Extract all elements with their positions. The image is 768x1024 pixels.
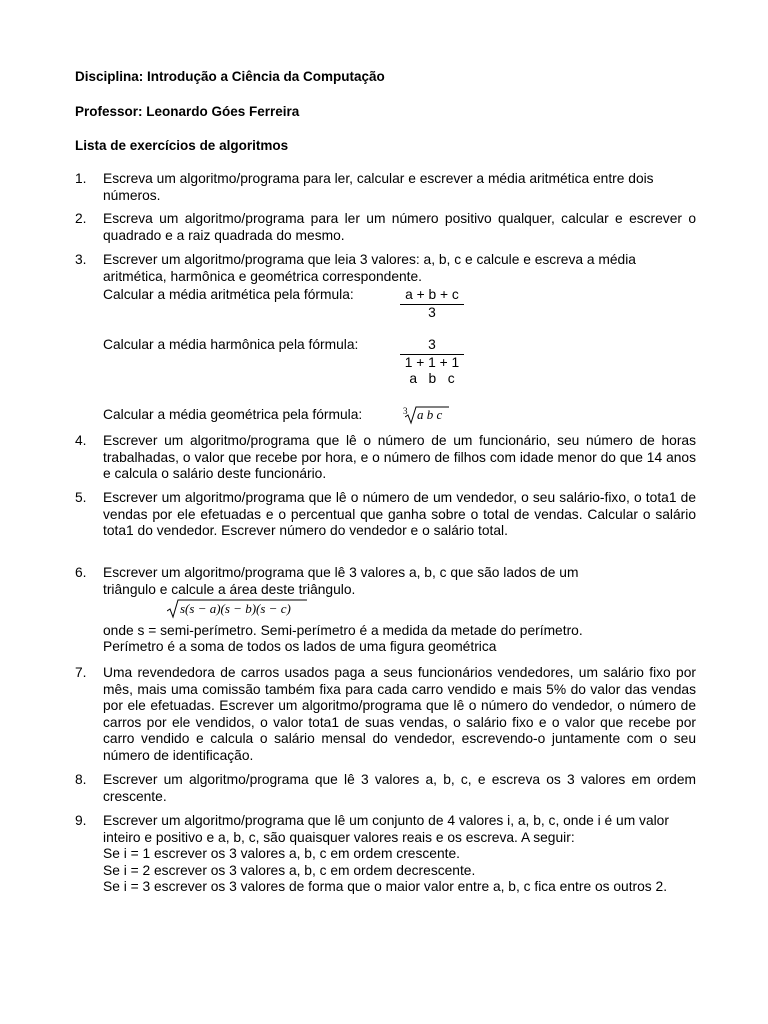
exercise-7 xyxy=(75,665,696,765)
exercise-5 xyxy=(75,490,696,540)
professor-heading: Professor: Leonardo Góes Ferreira xyxy=(75,104,300,119)
exercise-6 xyxy=(75,565,696,655)
exercise-text: Escrever um algoritmo/programa que lê o número de um funcionário, seu número de horas trabalhadas, o valor que recebe por hora, e o número de filhos com idade menor do que 14 anos e calcula o salário deste funcionário. xyxy=(103,433,696,482)
exercise-4 xyxy=(75,433,696,483)
discipline-heading: Disciplina: Introdução a Ciência da Computação xyxy=(75,69,385,84)
case-line: Se i = 2 escrever os 3 valores a, b, c em ordem decrescente. xyxy=(103,862,476,878)
heron-radicand: s(s − a)(s − b)(s − c) xyxy=(180,601,291,616)
exercise-text: Escrever um algoritmo/programa que lê o número de um vendedor, o seu salário-fixo, o tota1 de vendas por ele efetuadas e o percentual que ganha sobre o total de vendas. Calcular o salário tota1 do vendedor. Escrever número do vendedor e o salário total. xyxy=(103,490,696,539)
harmonic-mean-label: Calcular a média harmônica pela fórmula: xyxy=(103,337,359,352)
harmonic-denominator-bottom: a b c xyxy=(409,371,455,387)
arithmetic-mean-label: Calcular a média aritmética pela fórmula: xyxy=(103,287,354,302)
arithmetic-numerator: a + b + c xyxy=(400,287,464,305)
harmonic-mean-formula xyxy=(400,337,464,388)
exercise-number: 6. xyxy=(75,565,87,580)
root-index: 3 xyxy=(403,406,408,416)
exercise-text xyxy=(103,565,696,598)
exercise-1 xyxy=(75,171,696,204)
geometric-mean-label: Calcular a média geométrica pela fórmula: xyxy=(103,407,363,422)
exercise-2 xyxy=(75,211,696,244)
exercise-text: Escrever um algoritmo/programa que lê um conjunto de 4 valores i, a, b, c, onde i é um valor inteiro e positivo e a, b, c, são quaisquer valores reais e os escreva. A seguir: xyxy=(103,813,669,845)
exercise-text: Escreva um algoritmo/programa para ler um número positivo qualquer, calcular e escrever o quadrado e a raiz quadrada do mesmo. xyxy=(103,211,696,243)
harmonic-denominator-top: 1 + 1 + 1 xyxy=(404,354,460,370)
case-line: Se i = 3 escrever os 3 valores de forma que o maior valor entre a, b, c fica entre os outros 2. xyxy=(103,879,668,895)
arithmetic-denominator: 3 xyxy=(428,304,436,320)
exercise-number: 1. xyxy=(75,171,87,186)
harmonic-numerator: 3 xyxy=(400,337,464,355)
exercise-text-line: triângulo e calcule a área deste triângulo. xyxy=(103,581,356,597)
exercise-number: 3. xyxy=(75,252,87,267)
exercise-number: 5. xyxy=(75,490,87,505)
exercise-number: 7. xyxy=(75,665,87,680)
list-title: Lista de exercícios de algoritmos xyxy=(75,138,289,153)
exercise-8 xyxy=(75,772,696,805)
exercise-number: 9. xyxy=(75,813,87,828)
exercise-3 xyxy=(75,252,696,432)
perimeter-note: Perímetro é a soma de todos os lados de uma figura geométrica xyxy=(103,639,497,654)
exercise-number: 4. xyxy=(75,433,87,448)
semi-perimeter-note: onde s = semi-perímetro. Semi-perímetro é a medida da metade do perímetro. xyxy=(103,623,583,638)
arithmetic-mean-formula xyxy=(400,287,464,321)
case-line: Se i = 1 escrever os 3 valores a, b, c em ordem crescente. xyxy=(103,846,460,862)
exercise-number: 8. xyxy=(75,772,87,787)
exercise-number: 2. xyxy=(75,211,87,226)
exercise-text: Escrever um algoritmo/programa que leia 3 valores: a, b, c e calcule e escreva a média aritmética, harmônica e geométrica correspondente. xyxy=(103,252,636,284)
exercise-cases xyxy=(103,846,696,896)
exercise-text: Escrever um algoritmo/programa que lê 3 valores a, b, c, e escreva os 3 valores em ordem crescente. xyxy=(103,772,696,804)
root-radicand: a b c xyxy=(417,407,443,422)
exercise-text: Uma revendedora de carros usados paga a seus funcionários vendedores, um salário fixo por mês, mais uma comissão também fixa para cada carro vendido e mais 5% do valor das vendas por ele efetuadas. Escrever um algoritmo/programa que lê o número do vendedor, o número de carros por ele vendidos, o valor tota1 de suas vendas, o salário fixo e o valor que recebe por carro vendido e calcula o salário mensal do vendedor, escrevendo-o juntamente com o seu número de identificação. xyxy=(103,665,696,763)
exercise-9 xyxy=(75,813,696,896)
exercise-text: Escreva um algoritmo/programa para ler, calcular e escrever a média aritmética entre dois números. xyxy=(103,171,654,203)
exercise-text-line: Escrever um algoritmo/programa que lê 3 valores a, b, c que são lados de um xyxy=(103,565,579,580)
